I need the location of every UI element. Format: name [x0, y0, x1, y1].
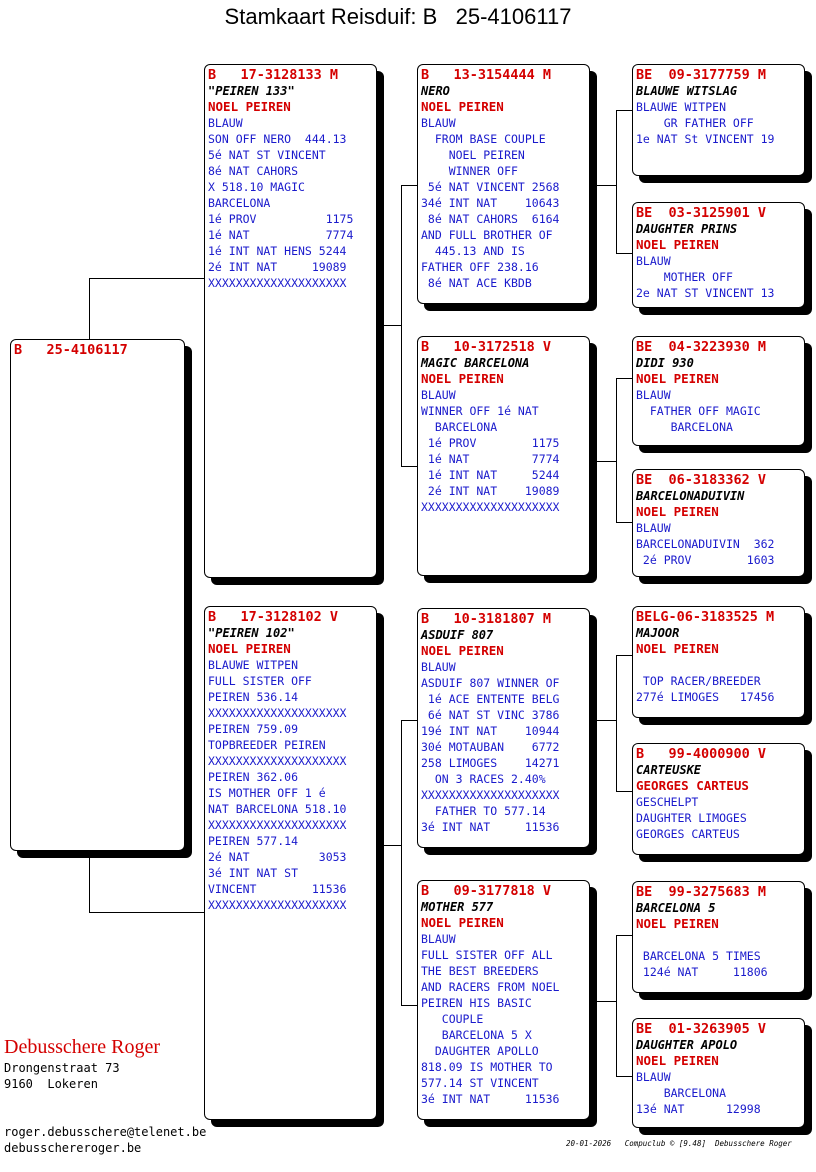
- owner-name: NOEL PEIREN: [421, 915, 504, 930]
- info-line: XXXXXXXXXXXXXXXXXXXX: [421, 500, 560, 514]
- info-line: FULL SISTER OFF ALL: [421, 948, 553, 962]
- owner-name: NOEL PEIREN: [208, 641, 291, 656]
- info-line: BLAUWE WITPEN: [208, 658, 299, 672]
- info-line: THE BEST BREEDERS: [421, 964, 539, 978]
- info-line: BLAUW: [636, 254, 671, 268]
- info-line: PEIREN 577.14: [208, 834, 299, 848]
- connector-line: [616, 522, 632, 523]
- info-line: 2é PROV 1603: [636, 553, 775, 567]
- connector-line: [384, 325, 402, 326]
- info-line: BLAUWE WITPEN: [636, 100, 727, 114]
- info-line: WINNER OFF: [421, 164, 518, 178]
- pigeon-name: DAUGHTER PRINS: [636, 222, 738, 236]
- connector-line: [401, 466, 417, 467]
- connector-line: [89, 278, 204, 279]
- ring-number: B 10-3172518 V: [421, 339, 552, 355]
- breeder-website[interactable]: debusschereroger.be: [4, 1141, 142, 1155]
- info-line: ASDUIF 807 WINNER OF: [421, 676, 560, 690]
- owner-name: GEORGES CARTEUS: [636, 778, 749, 793]
- info-line: 8é NAT CAHORS: [208, 164, 299, 178]
- info-line: 19é INT NAT 10944: [421, 724, 560, 738]
- info-line: 13é NAT 12998: [636, 1102, 761, 1116]
- breeder-email[interactable]: roger.debusschere@telenet.be: [4, 1125, 207, 1139]
- owner-name: NOEL PEIREN: [421, 371, 504, 386]
- info-line: 5é NAT ST VINCENT: [208, 148, 326, 162]
- connector-line: [401, 1005, 417, 1006]
- dam-sire-card: [417, 608, 590, 848]
- info-line: 1é PROV 1175: [421, 436, 560, 450]
- connector-line: [596, 1001, 617, 1002]
- info-line: PEIREN HIS BASIC: [421, 996, 532, 1010]
- info-line: TOP RACER/BREEDER: [636, 674, 761, 688]
- connector-line: [616, 935, 632, 936]
- info-line: FROM BASE COUPLE: [421, 132, 546, 146]
- info-line: BLAUW: [208, 116, 243, 130]
- connector-line: [89, 857, 90, 912]
- info-line: BARCELONA: [636, 1086, 727, 1100]
- info-line: 8é NAT ACE KBDB: [421, 276, 532, 290]
- info-line: 5é NAT VINCENT 2568: [421, 180, 560, 194]
- breeder-street: Drongenstraat 73: [4, 1061, 120, 1075]
- info-line: BARCELONA 5 TIMES: [636, 949, 761, 963]
- ring-number: B 13-3154444 M: [421, 67, 552, 83]
- breeder-city: 9160 Lokeren: [4, 1077, 98, 1091]
- breeder-name: Debusschere Roger: [4, 1036, 161, 1058]
- info-line: 124é NAT 11806: [636, 965, 768, 979]
- info-line: XXXXXXXXXXXXXXXXXXXX: [208, 818, 347, 832]
- connector-line: [384, 845, 402, 846]
- info-line: XXXXXXXXXXXXXXXXXXXX: [208, 706, 347, 720]
- info-line: GR FATHER OFF: [636, 116, 754, 130]
- connector-line: [616, 655, 632, 656]
- ggp-card-4: [632, 469, 805, 577]
- info-line: 1é ACE ENTENTE BELG: [421, 692, 560, 706]
- sire-card: [204, 64, 377, 578]
- ggp-card-8: [632, 1018, 805, 1128]
- info-line: AND RACERS FROM NOEL: [421, 980, 560, 994]
- subject-ring-number: B 25-4106117: [14, 342, 128, 358]
- info-line: 3é INT NAT ST: [208, 866, 299, 880]
- info-line: 8é NAT CAHORS 6164: [421, 212, 560, 226]
- connector-line: [596, 461, 617, 462]
- info-line: IS MOTHER OFF 1 é: [208, 786, 326, 800]
- info-line: FATHER OFF MAGIC: [636, 404, 761, 418]
- info-line: 2é NAT 3053: [208, 850, 347, 864]
- pigeon-name: MAGIC BARCELONA: [421, 356, 530, 370]
- info-line: 445.13 AND IS: [421, 244, 525, 258]
- info-line: BLAUW: [421, 116, 456, 130]
- info-line: BLAUW: [636, 1070, 671, 1084]
- connector-line: [401, 720, 402, 1006]
- info-line: PEIREN 536.14: [208, 690, 299, 704]
- connector-line: [596, 185, 617, 186]
- ggp-card-1: [632, 64, 805, 176]
- ggp-card-7: [632, 881, 805, 993]
- pigeon-name: BLAUWE WITSLAG: [636, 84, 738, 98]
- info-line: DAUGHTER APOLLO: [421, 1044, 539, 1058]
- ring-number: B 17-3128133 M: [208, 67, 339, 83]
- connector-line: [616, 1076, 632, 1077]
- info-line: GESCHELPT: [636, 795, 699, 809]
- info-line: 1é PROV 1175: [208, 212, 354, 226]
- ggp-card-2: [632, 202, 805, 308]
- ring-number: B 09-3177818 V: [421, 883, 552, 899]
- pigeon-name: MOTHER 577: [421, 900, 494, 914]
- pigeon-name: NERO: [421, 84, 450, 98]
- info-line: MOTHER OFF: [636, 270, 733, 284]
- ring-number: BE 03-3125901 V: [636, 205, 767, 221]
- dam-dam-card: [417, 880, 590, 1120]
- pigeon-name: DAUGHTER APOLO: [636, 1038, 738, 1052]
- connector-line: [616, 110, 632, 111]
- info-line: 1é INT NAT HENS 5244: [208, 244, 347, 258]
- info-line: BLAUW: [636, 388, 671, 402]
- info-line: XXXXXXXXXXXXXXXXXXXX: [208, 754, 347, 768]
- info-line: 2e NAT ST VINCENT 13: [636, 286, 775, 300]
- owner-name: NOEL PEIREN: [636, 371, 719, 386]
- pigeon-name: DIDI 930: [636, 356, 694, 370]
- sire-dam-card: [417, 336, 590, 576]
- info-line: NOEL PEIREN: [421, 148, 525, 162]
- connector-line: [89, 912, 204, 913]
- owner-name: NOEL PEIREN: [636, 916, 719, 931]
- pigeon-name: MAJOOR: [636, 626, 680, 640]
- owner-name: NOEL PEIREN: [421, 643, 504, 658]
- info-line: FATHER TO 577.14: [421, 804, 546, 818]
- connector-line: [616, 378, 617, 523]
- dam-card: [204, 606, 377, 1120]
- info-line: BARCELONADUIVIN 362: [636, 537, 775, 551]
- info-line: BLAUW: [421, 388, 456, 402]
- footer-credit: 20-01-2026 Compuclub © [9.48] Debusschere Roger: [566, 1139, 792, 1148]
- info-line: 3é INT NAT 11536: [421, 820, 560, 834]
- info-line: FULL SISTER OFF: [208, 674, 312, 688]
- info-line: BARCELONA: [636, 420, 733, 434]
- owner-name: NOEL PEIREN: [636, 237, 719, 252]
- info-line: SON OFF NERO 444.13: [208, 132, 347, 146]
- info-line: BARCELONA 5 X: [421, 1028, 532, 1042]
- info-line: BLAUW: [421, 932, 456, 946]
- info-line: X 518.10 MAGIC: [208, 180, 305, 194]
- info-line: 2é INT NAT 19089: [421, 484, 560, 498]
- info-line: AND FULL BROTHER OF: [421, 228, 553, 242]
- owner-name: NOEL PEIREN: [208, 99, 291, 114]
- info-line: 577.14 ST VINCENT: [421, 1076, 539, 1090]
- info-line: BLAUW: [636, 521, 671, 535]
- info-line: XXXXXXXXXXXXXXXXXXXX: [421, 788, 560, 802]
- info-line: 1e NAT St VINCENT 19: [636, 132, 775, 146]
- ring-number: BELG-06-3183525 M: [636, 609, 775, 625]
- connector-line: [616, 935, 617, 1077]
- info-line: WINNER OFF 1é NAT: [421, 404, 539, 418]
- ggp-card-6: [632, 743, 805, 855]
- info-line: 258 LIMOGES 14271: [421, 756, 560, 770]
- pigeon-name: "PEIREN 133": [208, 84, 295, 98]
- connector-line: [89, 278, 90, 339]
- sire-sire-card: [417, 64, 590, 304]
- owner-name: NOEL PEIREN: [636, 641, 719, 656]
- info-line: BARCELONA: [421, 420, 498, 434]
- connector-line: [616, 791, 632, 792]
- info-line: 1é NAT 7774: [421, 452, 560, 466]
- ring-number: BE 01-3263905 V: [636, 1021, 767, 1037]
- owner-name: NOEL PEIREN: [636, 504, 719, 519]
- ring-number: BE 99-3275683 M: [636, 884, 767, 900]
- info-line: 277é LIMOGES 17456: [636, 690, 775, 704]
- ring-number: BE 04-3223930 M: [636, 339, 767, 355]
- ring-number: B 99-4000900 V: [636, 746, 767, 762]
- page-title: Stamkaart Reisduif: B 25-4106117: [224, 4, 572, 29]
- pigeon-name: "PEIREN 102": [208, 626, 295, 640]
- connector-line: [616, 110, 617, 254]
- connector-line: [616, 253, 632, 254]
- connector-line: [401, 185, 417, 186]
- info-line: 1é NAT 7774: [208, 228, 354, 242]
- connector-line: [616, 378, 632, 379]
- info-line: ON 3 RACES 2.40%: [421, 772, 546, 786]
- info-line: VINCENT 11536: [208, 882, 347, 896]
- info-line: [636, 932, 801, 948]
- info-line: 34é INT NAT 10643: [421, 196, 560, 210]
- info-line: PEIREN 362.06: [208, 770, 299, 784]
- info-line: PEIREN 759.09: [208, 722, 299, 736]
- info-line: NAT BARCELONA 518.10: [208, 802, 347, 816]
- subject-pigeon-card: [10, 339, 185, 851]
- pigeon-name: CARTEUSKE: [636, 763, 702, 777]
- info-line: DAUGHTER LIMOGES: [636, 811, 747, 825]
- info-line: BLAUW: [421, 660, 456, 674]
- info-line: 30é MOTAUBAN 6772: [421, 740, 560, 754]
- ring-number: B 17-3128102 V: [208, 609, 339, 625]
- ggp-card-3: [632, 336, 805, 446]
- info-line: TOPBREEDER PEIREN: [208, 738, 326, 752]
- info-line: FATHER OFF 238.16: [421, 260, 539, 274]
- owner-name: NOEL PEIREN: [421, 99, 504, 114]
- pigeon-name: BARCELONA 5: [636, 901, 716, 915]
- connector-line: [401, 185, 402, 467]
- info-line: BARCELONA: [208, 196, 271, 210]
- info-line: [636, 657, 801, 673]
- connector-line: [616, 655, 617, 792]
- info-line: XXXXXXXXXXXXXXXXXXXX: [208, 276, 347, 290]
- info-line: 1é INT NAT 5244: [421, 468, 560, 482]
- pigeon-name: BARCELONADUIVIN: [636, 489, 745, 503]
- ring-number: B 10-3181807 M: [421, 611, 552, 627]
- connector-line: [596, 720, 617, 721]
- info-line: 2é INT NAT 19089: [208, 260, 347, 274]
- ggp-card-5: [632, 606, 805, 718]
- ring-number: BE 09-3177759 M: [636, 67, 767, 83]
- info-line: 6é NAT ST VINC 3786: [421, 708, 560, 722]
- owner-name: NOEL PEIREN: [636, 1053, 719, 1068]
- connector-line: [401, 720, 417, 721]
- ring-number: BE 06-3183362 V: [636, 472, 767, 488]
- info-line: COUPLE: [421, 1012, 484, 1026]
- pigeon-name: ASDUIF 807: [421, 628, 494, 642]
- info-line: 3é INT NAT 11536: [421, 1092, 560, 1106]
- info-line: 818.09 IS MOTHER TO: [421, 1060, 553, 1074]
- info-line: XXXXXXXXXXXXXXXXXXXX: [208, 898, 347, 912]
- info-line: GEORGES CARTEUS: [636, 827, 740, 841]
